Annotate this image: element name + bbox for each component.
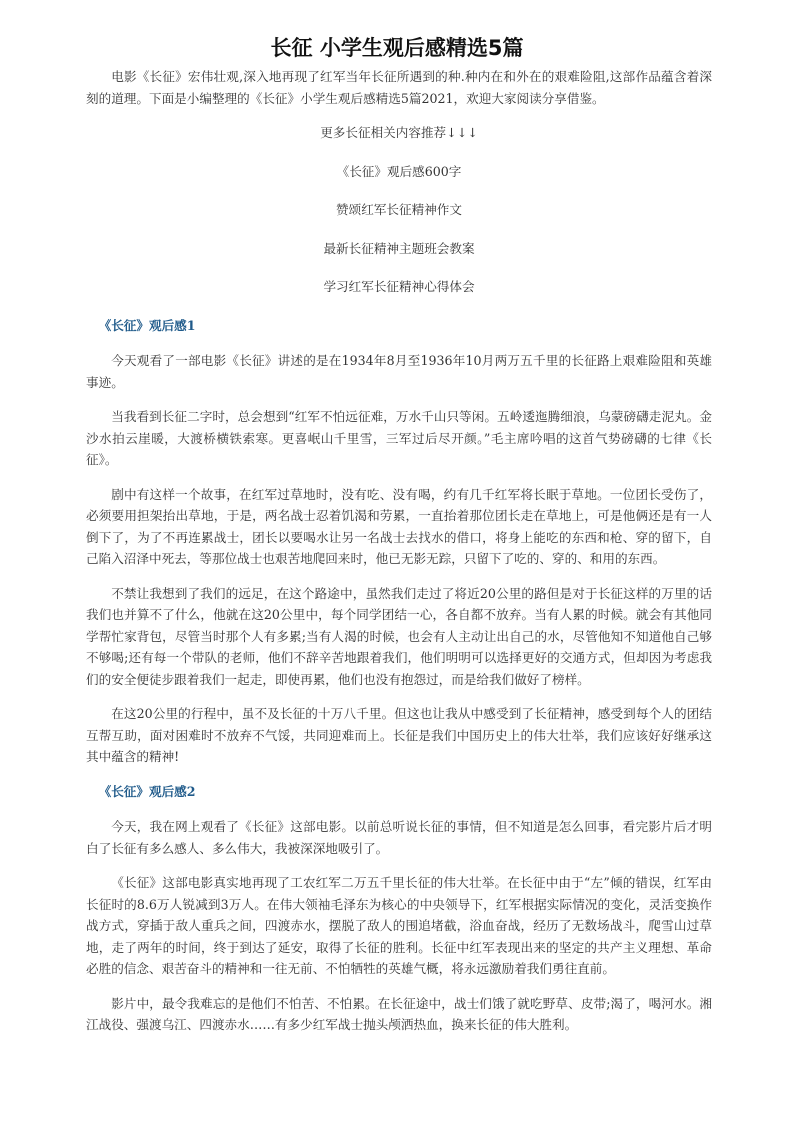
recommend-list — [86, 122, 712, 298]
section-1 — [86, 315, 712, 768]
paragraph: 今天观看了一部电影《长征》讲述的是在1934年8月至1936年10月两万五千里的长征路上艰难险阻和英雄事迹。 — [86, 353, 712, 390]
document-body — [86, 66, 712, 1049]
section-2 — [86, 781, 712, 1036]
paragraph: 在这20公里的行程中，虽不及长征的十万八千里。但这也让我从中感受到了长征精神，感受到每个人的团结互帮互助，面对困难时不放弃不气馁，共同迎难而上。长征是我们中国历史上的伟大壮举，我们应该好好继承这其中蕴含的精神! — [86, 706, 712, 764]
recommend-link[interactable]: 赞颂红军长征精神作文 — [336, 202, 462, 217]
paragraph: 当我看到长征二字时，总会想到“红军不怕远征难，万水千山只等闲。五岭逶迤腾细浪，乌蒙磅礴走泥丸。金沙水拍云崖暖，大渡桥横铁索寒。更喜岷山千里雪，三军过后尽开颜。”毛主席吟唱的这首气势磅礴的七律《长征》。 — [86, 409, 712, 467]
section-heading: 《长征》观后感2 — [98, 783, 196, 799]
recommend-link[interactable]: 《长征》观后感600字 — [336, 163, 462, 179]
recommend-header: 更多长征相关内容推荐↓↓↓ — [320, 125, 478, 140]
paragraph: 今天，我在网上观看了《长征》这部电影。以前总听说长征的事情，但不知道是怎么回事，看完影片后才明白了长征有多么感人、多么伟大，我被深深地吸引了。 — [86, 819, 712, 856]
section-heading: 《长征》观后感1 — [98, 317, 196, 333]
intro-paragraph: 电影《长征》宏伟壮观,深入地再现了红军当年长征所遇到的种.种内在和外在的艰难险阻,这部作品蕴含着深刻的道理。下面是小编整理的《长征》小学生观后感精选5篇2021，欢迎大家阅读分享借鉴。 — [86, 69, 712, 106]
recommend-link[interactable]: 学习红军长征精神心得体会 — [323, 279, 475, 294]
recommend-link[interactable]: 最新长征精神主题班会教案 — [323, 240, 475, 256]
paragraph: 不禁让我想到了我们的远足，在这个路途中，虽然我们走过了将近20公里的路但是对于长征这样的万里的话我们也并算不了什么，他就在这20公里中，每个同学团结一心，各自都不放弃。当有人累的时候。就会有其他同学帮忙家背包，尽管当时那个人有多累;当有人渴的时候，也会有人主动让出自己的水，尽管他知不知道他自己够不够喝;还有每一个带队的老师，他们不辞辛苦地跟着我们，他们明明可以选择更好的交通方式，但却因为考虑我们的安全便徒步跟着我们一起走，即使再累，他们也没有抱怨过，而是给我们做好了榜样。 — [86, 585, 712, 687]
document-title: 长征 小学生观后感精选5篇 — [270, 36, 524, 60]
paragraph: 《长征》这部电影真实地再现了工农红军二万五千里长征的伟大壮举。在长征中由于“左”倾的错误，红军由长征时的8.6万人锐减到3万人。在伟大领袖毛泽东为核心的中央领导下，红军根据实际情况的变化，灵活变换作战方式，穿插于敌人重兵之间，四渡赤水，摆脱了敌人的围追堵截，浴血奋战，经历了无数场战斗，爬雪山过草地，走了两年的时间，终于到达了延安，取得了长征的胜利。长征中红军表现出来的坚定的共产主义理想、革命必胜的信念、艰苦奋斗的精神和一往无前、不怕牺牲的英雄气概，将永远激励着我们勇往直前。 — [86, 875, 712, 976]
paragraph: 剧中有这样一个故事，在红军过草地时，没有吃、没有喝，约有几千红军将长眠于草地。一位团长受伤了，必须要用担架抬出草地，于是，两名战士忍着饥渴和劳累，一直抬着那位团长走在草地上，可是他俩还是有一人倒下了，为了不再连累战士，团长以要喝水让另一名战士去找水的借口，将身上能吃的东西和枪、穿的留下，自己陷入沼泽中死去，等那位战士也艰苦地爬回来时，他已无影无踪，只留下了吃的、穿的、和用的东西。 — [86, 486, 712, 566]
paragraph: 影片中，最令我难忘的是他们不怕苦、不怕累。在长征途中，战士们饿了就吃野草、皮带;渴了，喝河水。湘江战役、强渡乌江、四渡赤水……有多少红军战士抛头颅洒热血，换来长征的伟大胜利。 — [86, 995, 712, 1032]
